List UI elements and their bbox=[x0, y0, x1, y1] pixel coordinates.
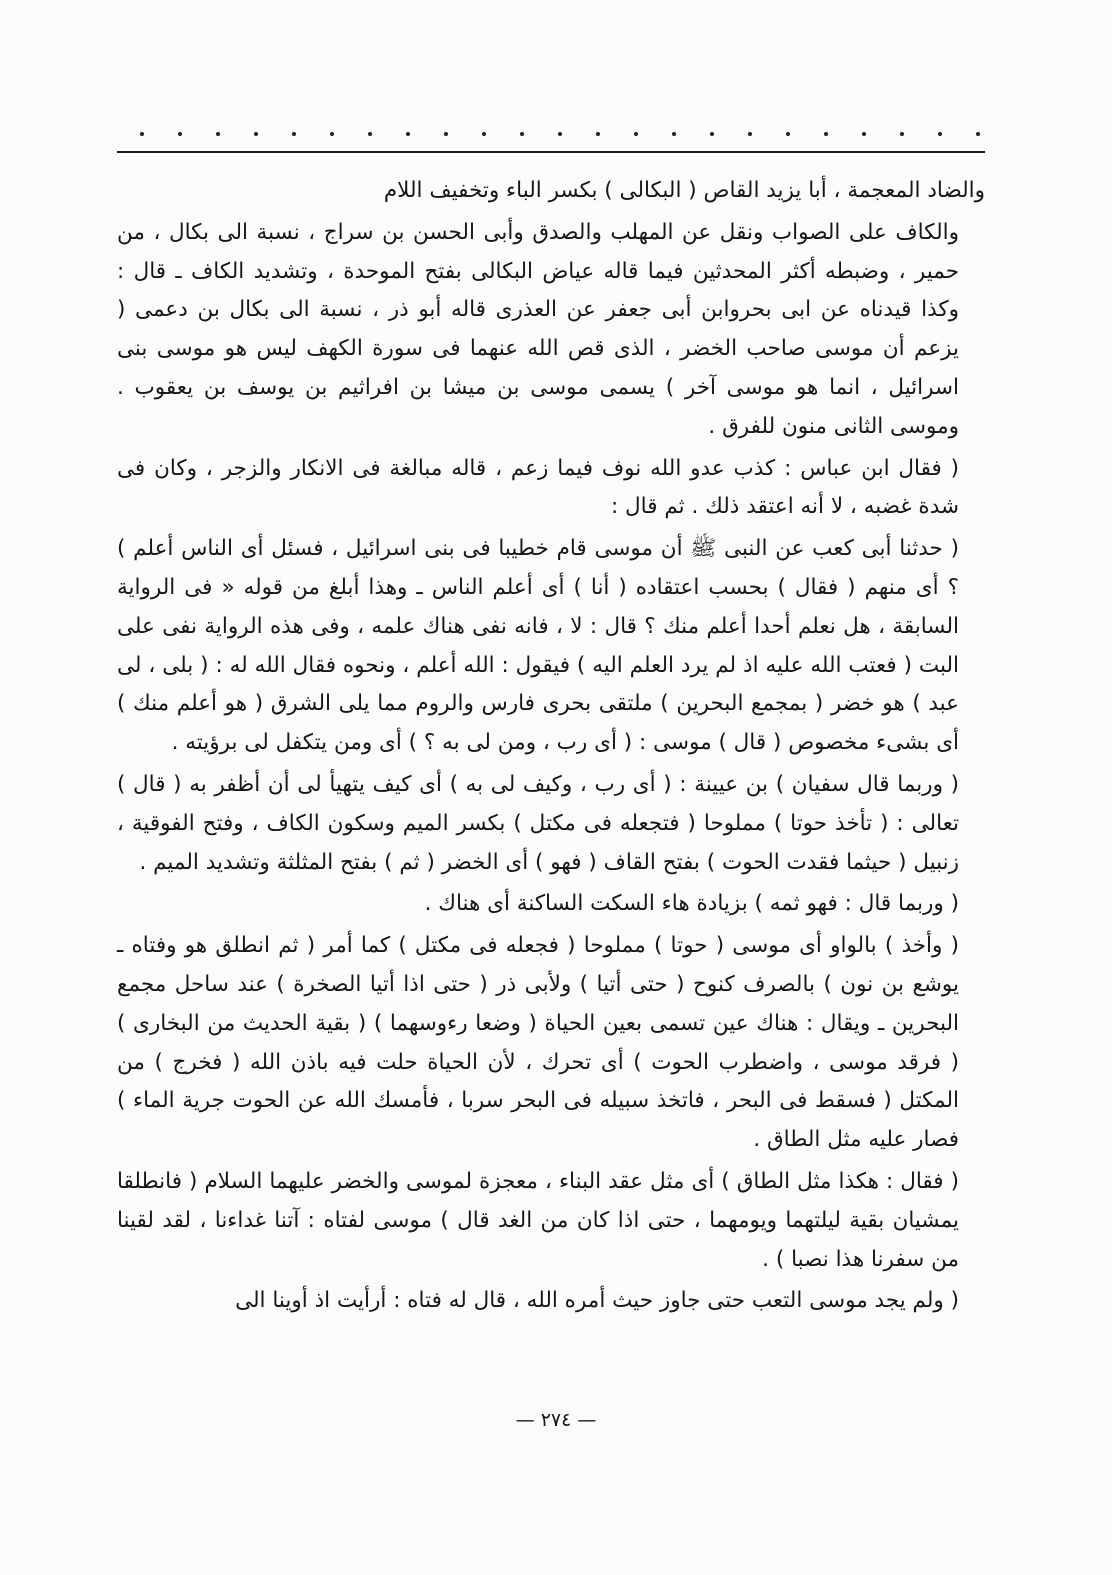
page-number: — ٢٧٤ — bbox=[515, 1409, 597, 1431]
paragraph-4: ( حدثنا أبى كعب عن النبى ﷺ أن موسى قام خطيبا فى بنى اسرائيل ، فسئل أى الناس أعلم ) ؟ أى منهم ( فقال ) بحسب اعتقاده ( أنا ) أى أعلم الناس ـ وهذا أبلغ من قوله « فى الرواية السابقة ، هل نعلم أحدا أعلم منك ؟ قال : لا ، فانه نفى هناك علمه ، وفى هذه الرواية نفى على البت ( فعتب الله عليه اذ لم يرد العلم اليه ) فيقول : الله أعلم ، ونحوه فقال الله له : ( بلى ، لى عبد ) هو خضر ( بمجمع البحرين ) ملتقى بحرى فارس والروم مما يلى الشرق ( هو أعلم منك ) أى بشىء مخصوص ( قال ) موسى : ( أى رب ، ومن لى به ؟ ) أى ومن يتكفل لى برؤيته . bbox=[117, 536, 959, 756]
header-dot bbox=[178, 132, 182, 136]
header-dot bbox=[406, 132, 410, 136]
header-dot bbox=[786, 132, 790, 136]
header-dot bbox=[634, 132, 638, 136]
header-dot bbox=[482, 132, 486, 136]
paragraph-6: ( وربما قال : فهو ثمه ) بزيادة هاء السكت الساكنة أى هناك . bbox=[424, 891, 959, 917]
header-dot bbox=[520, 132, 524, 136]
header-dot bbox=[216, 132, 220, 136]
header-dot bbox=[862, 132, 866, 136]
header-dot bbox=[254, 132, 258, 136]
header-rule bbox=[117, 151, 985, 153]
header-dot bbox=[368, 132, 372, 136]
header-dot bbox=[292, 132, 296, 136]
paragraph-3: ( فقال ابن عباس : كذب عدو الله نوف فيما زعم ، قاله مبالغة فى الانكار والزجر ، وكان فى شدة غضبه ، لا أنه اعتقد ذلك . ثم قال : bbox=[117, 455, 959, 520]
paragraph-9: ( ولم يجد موسى التعب حتى جاوز حيث أمره الله ، قال له فتاه : أرأيت اذ أوينا الى bbox=[235, 1288, 959, 1314]
header-dot bbox=[444, 132, 448, 136]
header-dot bbox=[748, 132, 752, 136]
paragraph-1: والضاد المعجمة ، أبا يزيد القاص ( البكالى ) بكسر الباء وتخفيف اللام bbox=[383, 178, 985, 203]
paragraph-2: والكاف على الصواب ونقل عن المهلب والصدق وأبى الحسن بن سراج ، نسبة الى بكال ، من حمير ، وضبطه أكثر المحدثين فيما قاله عياض البكالى بفتح الموحدة ، وتشديد الكاف ـ قال : وكذا قيدناه عن ابى بحروابن أبى جعفر عن العذرى قاله أبو ذر ، نسبة الى بكال بن دعمى ( يزعم أن موسى صاحب الخضر ، الذى قص الله عنهما فى سورة الكهف ليس هو موسى بنى اسرائيل ، انما هو موسى آخر ) يسمى موسى بن ميشا بن افراثيم بن يوسف بن يعقوب . وموسى الثانى منون للفرق . bbox=[117, 219, 959, 439]
paragraph-7: ( وأخذ ) بالواو أى موسى ( حوتا ) مملوحا ( فجعله فى مكتل ) كما أمر ( ثم انطلق هو وفتاه ـ يوشع بن نون ) بالصرف كنوح ( حتى أتيا ) ولأبى ذر ( حتى اذا أتيا الصخرة ) عند ساحل مجمع البحرين ـ ويقال : هناك عين تسمى بعين الحياة ( وضعا رءوسهما ) ( بقية الحديث من البخارى ) ( فرقد موسى ، واضطرب الحوت ) أى تحرك ، لأن الحياة حلت فيه باذن الله ( فخرج ) من المكتل ( فسقط فى البحر ، فاتخذ سبيله فى البحر سربا ، فأمسك الله عن الحوت جرية الماء ) فصار عليه مثل الطاق . bbox=[117, 933, 959, 1153]
header-dot bbox=[976, 132, 980, 136]
header-dot-ornament bbox=[140, 124, 980, 144]
header-dot bbox=[596, 132, 600, 136]
header-dot bbox=[330, 132, 334, 136]
header-dot bbox=[672, 132, 676, 136]
header-dot bbox=[900, 132, 904, 136]
paragraph-5: ( وربما قال سفيان ) بن عيينة : ( أى رب ، وكيف لى به ) أى كيف يتهيأ لى أن أظفر به ( قال ) تعالى : ( تأخذ حوتا ) مملوحا ( فتجعله فى مكتل ) بكسر الميم وسكون الكاف ، وفتح الفوقية ، زنبيل ( حيثما فقدت الحوت ) بفتح القاف ( فهو ) أى الخضر ( ثم ) بفتح المثلثة وتشديد الميم . bbox=[117, 771, 959, 875]
header-dot bbox=[938, 132, 942, 136]
body-text bbox=[117, 172, 985, 1324]
header-dot bbox=[558, 132, 562, 136]
header-dot bbox=[140, 132, 144, 136]
header-dot bbox=[710, 132, 714, 136]
header-dot bbox=[824, 132, 828, 136]
paragraph-8: ( فقال : هكذا مثل الطاق ) أى مثل عقد البناء ، معجزة لموسى والخضر عليهما السلام ( فانطلقا يمشيان بقية ليلتهما ويومهما ، حتى اذا كان من الغد قال ) موسى لفتاه : آتنا غداءنا ، لقد لقينا من سفرنا هذا نصبا ) . bbox=[117, 1168, 959, 1272]
